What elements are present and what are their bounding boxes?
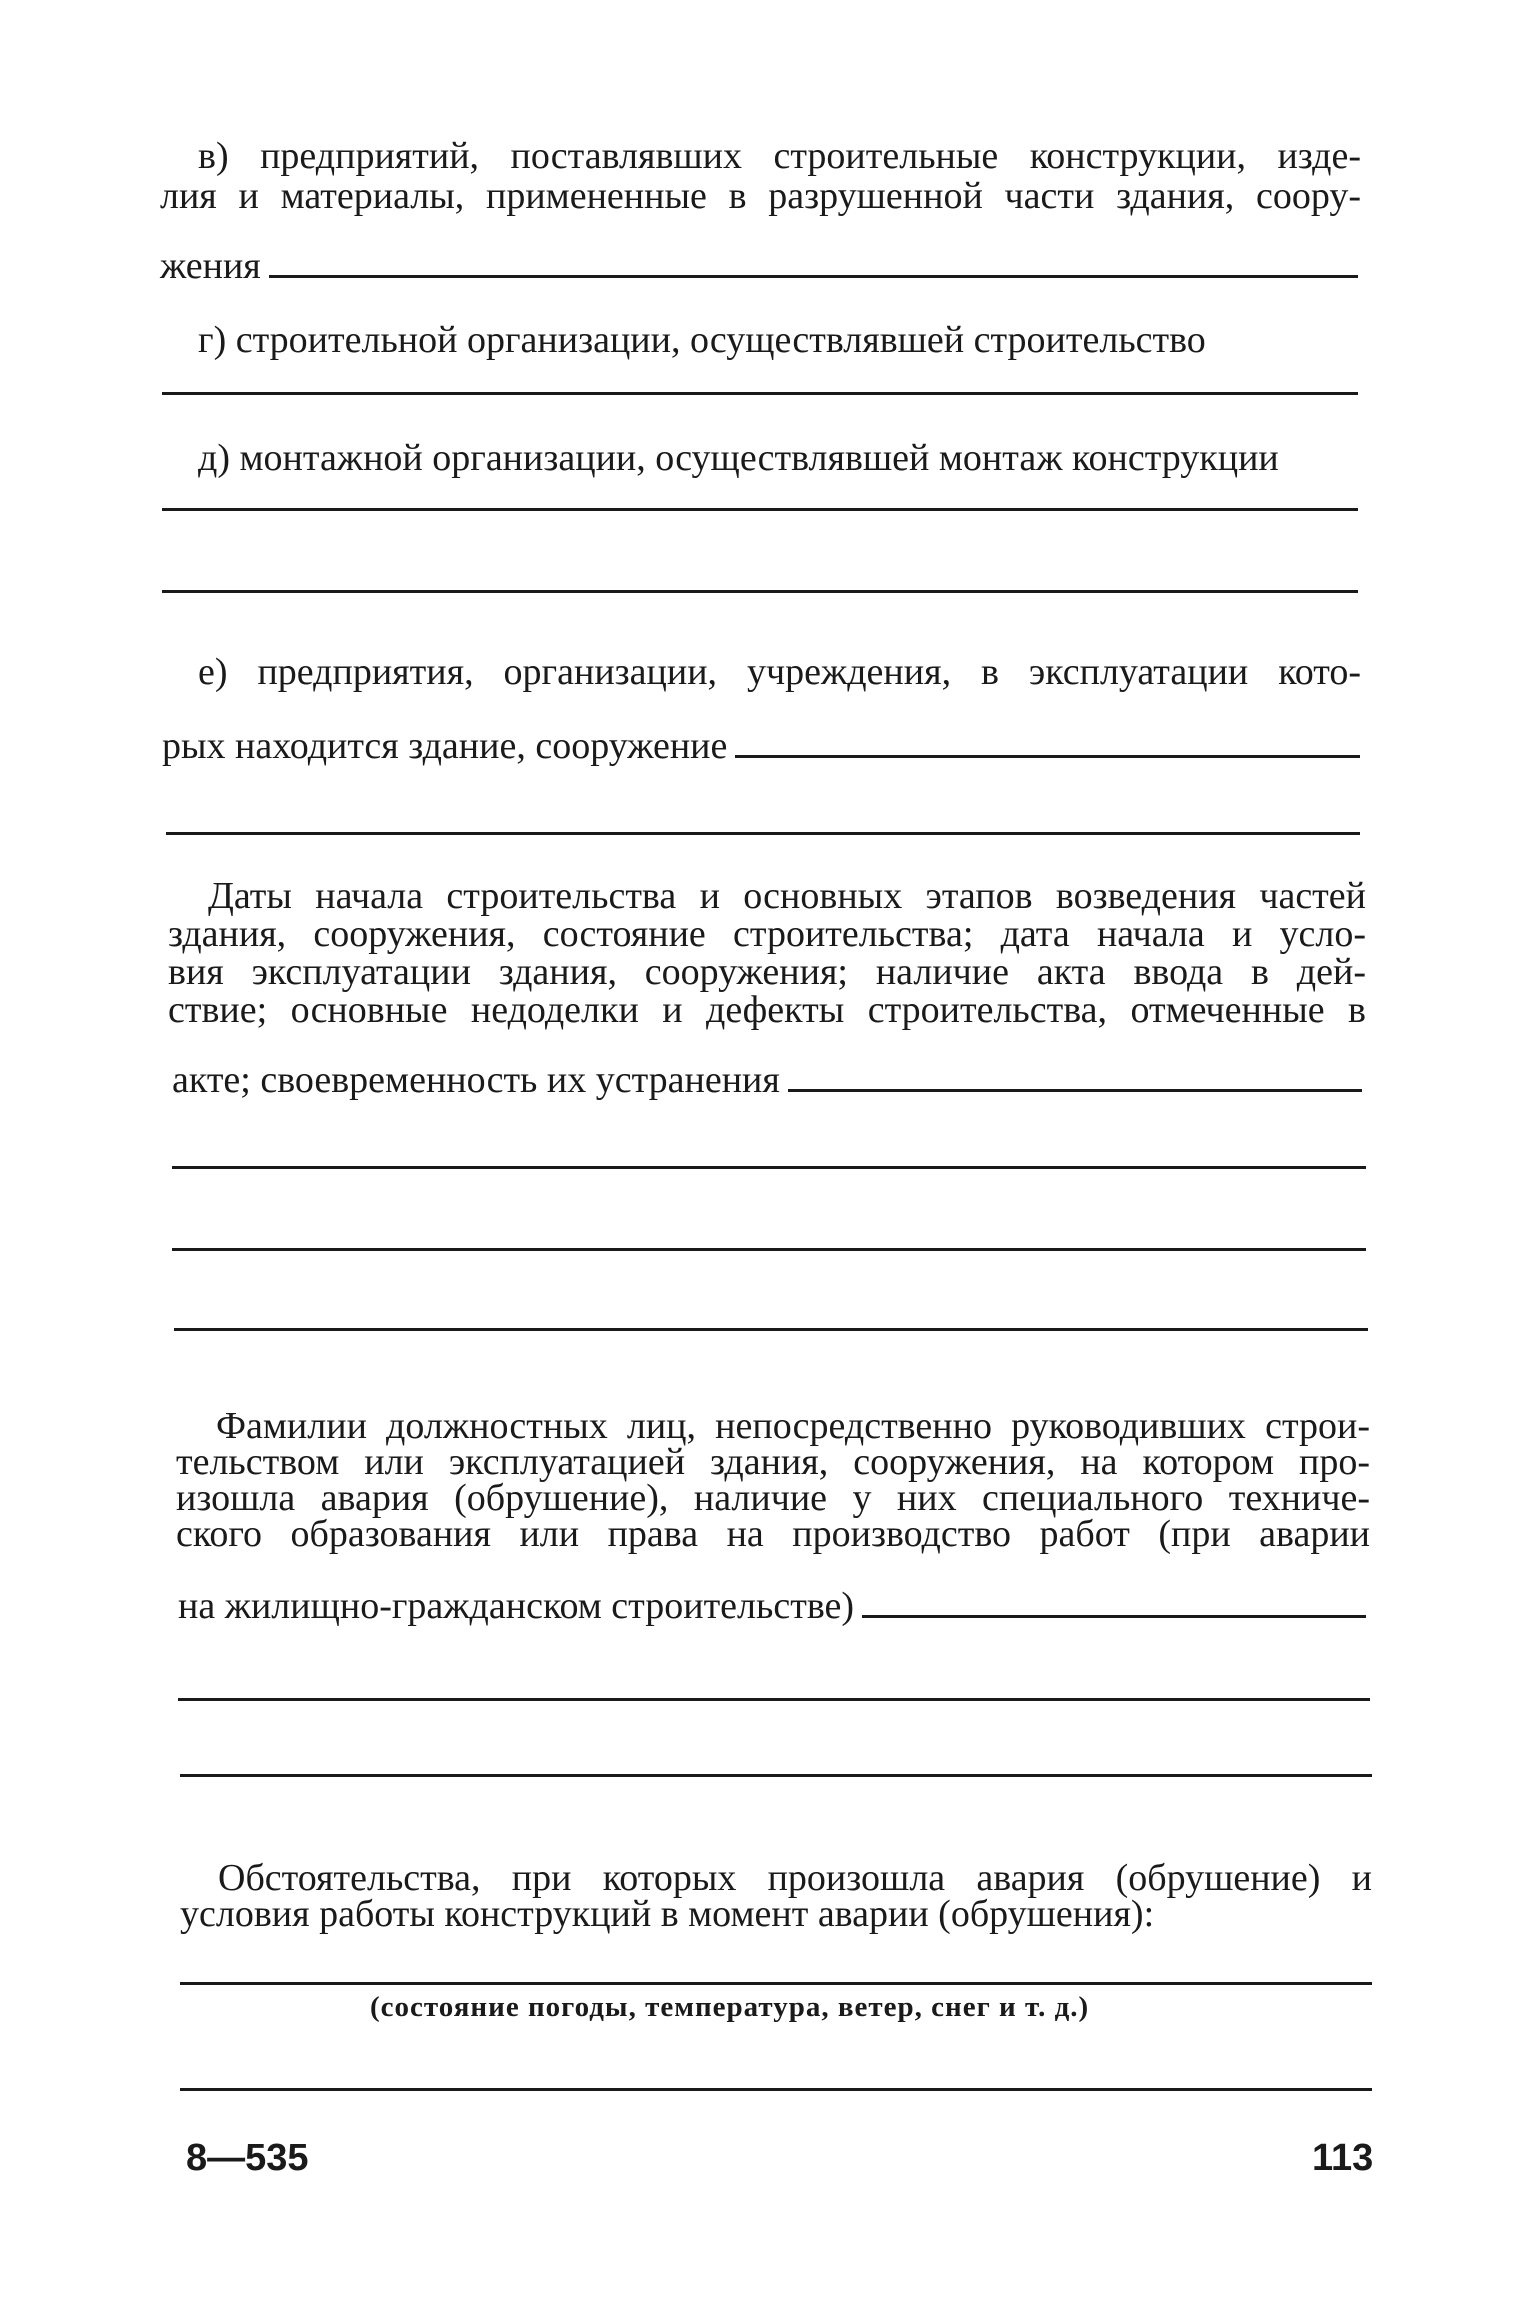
officials-line-4: ского образования или права на производство работ (при аварии (176, 1513, 1370, 1555)
item-v-line-2: лия и материалы, примененные в разрушенной части здания, соору- (160, 175, 1361, 217)
page-number: 113 (1312, 2137, 1374, 2179)
circumstances-blank-1[interactable] (180, 1982, 1372, 1985)
circumstances-line-1: Обстоятельства, при которых произошла авария (обрушение) и (218, 1857, 1372, 1899)
item-e-line-2: рых находится здание, сооружение (162, 725, 728, 767)
item-v-blank[interactable] (269, 275, 1358, 278)
item-g-blank[interactable] (162, 392, 1358, 395)
item-v-field[interactable] (160, 244, 1358, 288)
item-e-blank-2[interactable] (166, 832, 1360, 835)
dates-field[interactable] (172, 1058, 1362, 1102)
officials-line-2: тельством или эксплуатацией здания, сооружения, на котором про- (176, 1441, 1370, 1483)
dates-line-1: Даты начала строительства и основных этапов возведения частей (208, 875, 1366, 917)
item-d-blank-2[interactable] (162, 590, 1358, 593)
page-code: 8—535 (186, 2137, 309, 2179)
officials-blank[interactable] (862, 1615, 1366, 1618)
item-e-field[interactable] (162, 724, 1360, 768)
dates-line-2: здания, сооружения, состояние строительства; дата начала и усло- (168, 913, 1366, 955)
item-d-label: д) монтажной организации, осуществлявшей монтаж конструкции (198, 437, 1279, 479)
item-e-line-1: е) предприятия, организации, учреждения, в эксплуатации кото- (198, 651, 1361, 693)
item-v-line-3: жения (160, 245, 261, 287)
item-g-label: г) строительной организации, осуществлявшей строительство (198, 319, 1206, 361)
officials-blank-2[interactable] (178, 1698, 1370, 1701)
dates-blank-3[interactable] (172, 1248, 1366, 1251)
officials-blank-3[interactable] (180, 1774, 1372, 1777)
item-v-line-1: в) предприятий, поставлявших строительные конструкции, изде- (198, 135, 1361, 177)
weather-caption: (состояние погоды, температура, ветер, снег и т. д.) (370, 1991, 1090, 2023)
item-d-blank-1[interactable] (162, 508, 1358, 511)
officials-line-3: изошла авария (обрушение), наличие у них специального техниче- (176, 1477, 1370, 1519)
dates-line-5: акте; своевременность их устранения (172, 1059, 780, 1101)
dates-blank-2[interactable] (172, 1166, 1366, 1169)
dates-blank-4[interactable] (174, 1328, 1368, 1331)
item-e-blank[interactable] (735, 755, 1360, 758)
dates-blank[interactable] (788, 1089, 1362, 1092)
dates-line-3: вия эксплуатации здания, сооружения; наличие акта ввода в дей- (168, 951, 1366, 993)
officials-line-1: Фамилии должностных лиц, непосредственно руководивших строи- (216, 1405, 1370, 1447)
officials-line-5: на жилищно-гражданском строительстве) (178, 1585, 855, 1627)
dates-line-4: ствие; основные недоделки и дефекты строительства, отмеченные в (168, 989, 1366, 1031)
circumstances-blank-2[interactable] (180, 2088, 1372, 2091)
officials-field[interactable] (178, 1584, 1366, 1628)
circumstances-line-2: условия работы конструкций в момент аварии (обрушения): (180, 1893, 1155, 1935)
